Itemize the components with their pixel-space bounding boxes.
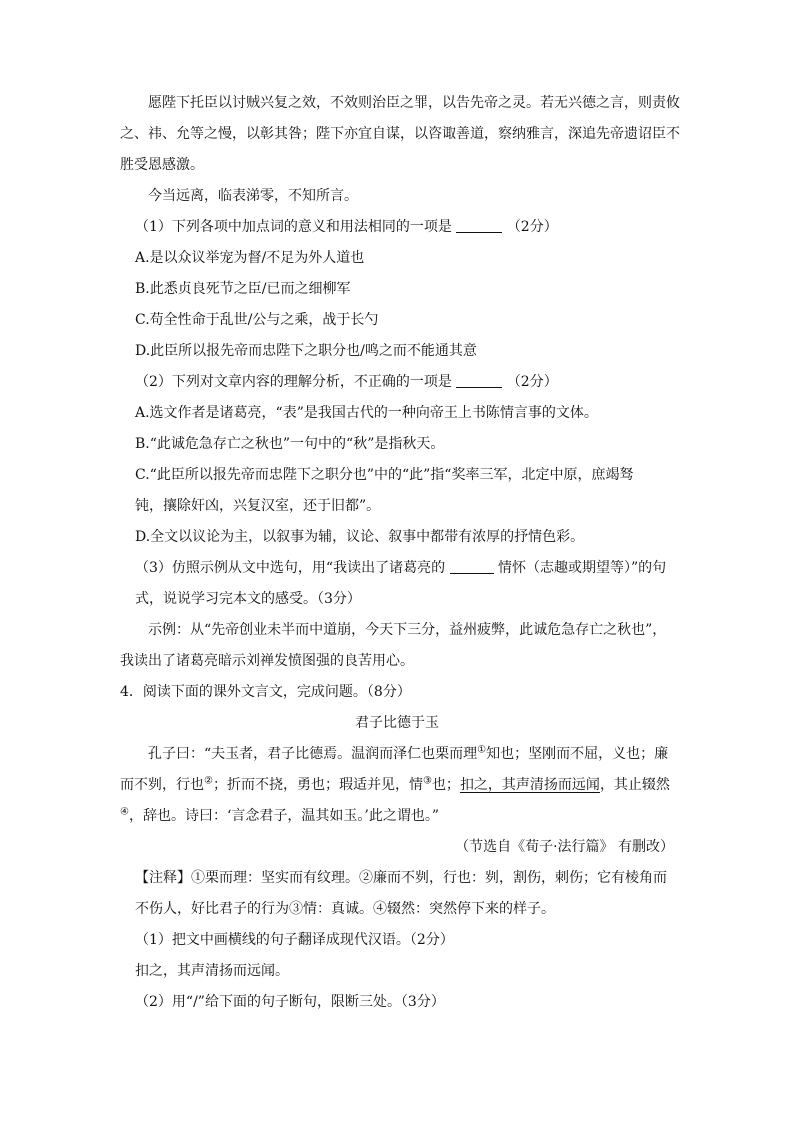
passage-line: 之、祎、允等之慢，以彰其咎；陛下亦宜自谋，以咨诹善道，察纳雅言，深追先帝遗诏臣不 — [120, 126, 680, 142]
classical-text: 而不刿，行也 — [120, 777, 204, 793]
question-1-text: （1）下列各项中加点词的意义和用法相同的一项是 — [135, 219, 452, 235]
answer-blank[interactable] — [450, 559, 494, 574]
option-b: B.此悉贞良死节之臣/已而之细柳军 — [135, 281, 351, 297]
classical-text-line — [120, 806, 439, 826]
classical-text: 孔子曰：“夫玉者，君子比德焉。温润而泽仁也栗而理 — [148, 746, 478, 762]
option-a: A.是以众议举宠为督/不足为外人道也 — [135, 250, 365, 266]
passage-line: 愿陛下托臣以讨贼兴复之效，不效则治臣之罪，以告先帝之灵。若无兴德之言，则责攸 — [148, 95, 680, 111]
sub-question-1-sentence: 扣之，其声清扬而远闻。 — [135, 963, 289, 979]
sub-question-1: （1）把文中画横线的句子翻译成现代汉语。（2分） — [135, 932, 454, 948]
option-c-cont: 钝，攘除奸凶，兴复汉室，还于旧都”。 — [135, 498, 381, 514]
option-c: C.“此臣所以报先帝而忠陛下之职分也”中的“此”指“奖率三军，北定中原，庶竭驽 — [135, 467, 634, 483]
question-3-line: 式，说说学习完本文的感受。（3分） — [135, 591, 361, 607]
passage-line: 今当远离，临表涕零，不知所言。 — [148, 188, 358, 204]
example-line: 示例：从“先帝创业未半而中道崩，今天下三分，益州疲弊，此诚危急存亡之秋也”， — [148, 622, 667, 638]
question-1-stem — [135, 217, 558, 237]
option-a: A.选文作者是诸葛亮，“表”是我国古代的一种向帝王上书陈情言事的文体。 — [135, 405, 598, 421]
note-marker: ① — [477, 744, 487, 756]
question-4-heading: 4．阅读下面的课外文言文，完成问题。（8分） — [120, 684, 411, 700]
note-marker: ③ — [422, 775, 432, 787]
option-c: C.苟全性命于乱世/公与之乘，战于长勺 — [135, 312, 379, 328]
option-d: D.全文以议论为主，以叙事为辅，议论、叙事中都带有浓厚的抒情色彩。 — [135, 529, 585, 545]
option-b: B.“此诚危急存亡之秋也”一句中的“秋”是指秋天。 — [135, 436, 445, 452]
question-3-text: （3）仿照示例从文中选句，用“我读出了诸葛亮的 — [135, 560, 446, 576]
source-citation: （节选自《荀子·法行篇》 有删改） — [455, 839, 674, 855]
passage-title: 君子比德于玉 — [355, 715, 439, 731]
answer-blank[interactable] — [456, 218, 502, 233]
classical-text: ，其止辍然 — [599, 777, 670, 793]
question-3-text-b: 情怀（志趣或期望等）”的句 — [497, 560, 667, 576]
passage-line: 胜受恩感激。 — [120, 157, 204, 173]
question-2-stem — [135, 372, 558, 392]
classical-text: 知也；坚刚而不屈，义也；廉 — [486, 746, 669, 762]
question-3-stem — [135, 558, 666, 578]
note-marker: ② — [204, 775, 213, 787]
option-d: D.此臣所以报先帝而忠陛下之职分也/鸣之而不能通其意 — [135, 343, 477, 359]
example-line: 我读出了诸葛亮暗示刘禅发愤图强的良苦用心。 — [120, 653, 414, 669]
note-marker: ④ — [120, 806, 129, 818]
annotation-line: 不伤人，好比君子的行为③情：真诚。④辍然：突然停下来的样子。 — [135, 901, 555, 917]
question-2-score: （2分） — [506, 374, 558, 390]
classical-text-line — [148, 744, 668, 764]
question-2-text: （2）下列对文章内容的理解分析，不正确的一项是 — [135, 374, 452, 390]
annotation-line: 【注释】①栗而理：坚实而有纹理。②廉而不刿，行也：刿，割伤，刺伤；它有棱角而 — [135, 870, 667, 886]
classical-text: 也； — [431, 777, 460, 793]
classical-text: ；折而不挠，勇也；瑕适并见，情 — [212, 777, 423, 793]
classical-text: ，辞也。诗曰：‘言念君子，温其如玉。’此之谓也。” — [128, 808, 440, 824]
question-1-score: （2分） — [506, 219, 558, 235]
classical-text-line — [120, 775, 670, 795]
underlined-sentence: 扣之，其声清扬而远闻 — [459, 777, 600, 793]
answer-blank[interactable] — [456, 373, 502, 388]
sub-question-2: （2）用“/”给下面的句子断句，限断三处。（3分） — [135, 994, 445, 1010]
